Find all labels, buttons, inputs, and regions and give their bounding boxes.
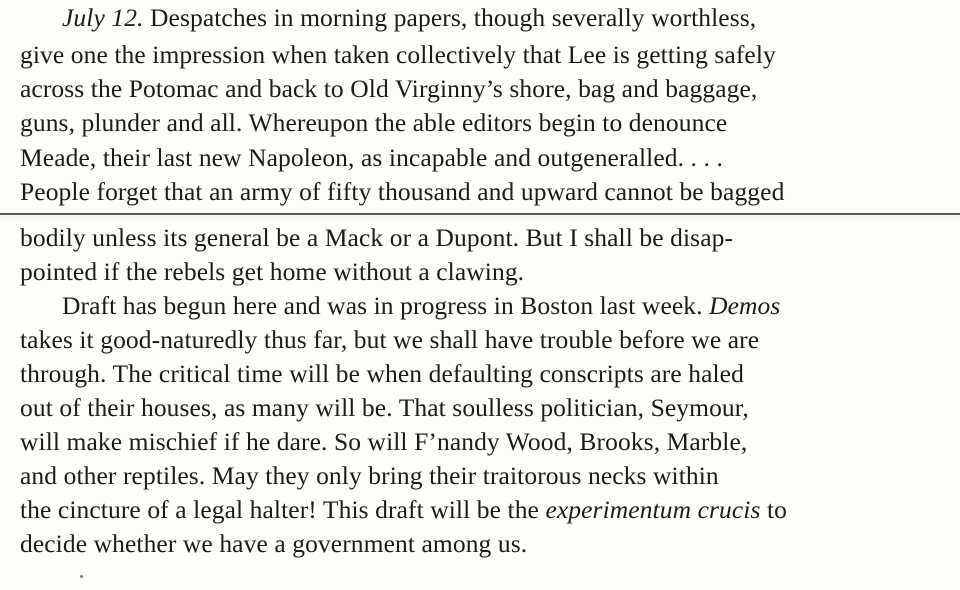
line-15-tail: to [760, 495, 788, 524]
line-16-text: decide whether we have a government among us. [20, 529, 528, 558]
line-7-text: bodily unless its general be a Mack or a Dupont. But I shall be disap- [20, 223, 734, 252]
italic-experimentum-crucis: experimentum crucis [545, 495, 761, 524]
entry-date: July 12. [62, 3, 144, 32]
line-5-text: Meade, their last new Napoleon, as incapable and outgeneralled. . . . [20, 143, 723, 172]
italic-demos: Demos [709, 291, 781, 320]
line-2-text: give one the impression when taken collectively that Lee is getting safely [20, 40, 776, 69]
page-fold-shadow [0, 208, 960, 222]
line-1-text: Despatches in morning papers, though severally worthless, [143, 3, 757, 32]
line-13-text: will make mischief if he dare. So will F’nandy Wood, Brooks, Marble, [20, 427, 748, 456]
line-8-text: pointed if the rebels get home without a clawing. [20, 257, 525, 286]
line-4-text: guns, plunder and all. Whereupon the able editors begin to denounce [20, 108, 728, 137]
line-11-text: through. The critical time will be when defaulting conscripts are haled [20, 359, 744, 388]
page-fold-line [0, 213, 960, 215]
line-14-text: and other reptiles. May they only bring their traitorous necks within [20, 461, 719, 490]
paper-speck [80, 575, 83, 578]
line-12-text: out of their houses, as many will be. That soulless politician, Seymour, [20, 393, 749, 422]
line-3-text: across the Potomac and back to Old Virginny’s shore, bag and baggage, [20, 74, 758, 103]
line-10-text: takes it good-naturedly thus far, but we shall have trouble before we are [20, 325, 760, 354]
line-15-text: the cincture of a legal halter! This draft will be the [20, 495, 546, 524]
line-6-text: People forget that an army of fifty thousand and upward cannot be bagged [20, 177, 785, 206]
line-9-text: Draft has begun here and was in progress in Boston last week. [62, 291, 710, 320]
